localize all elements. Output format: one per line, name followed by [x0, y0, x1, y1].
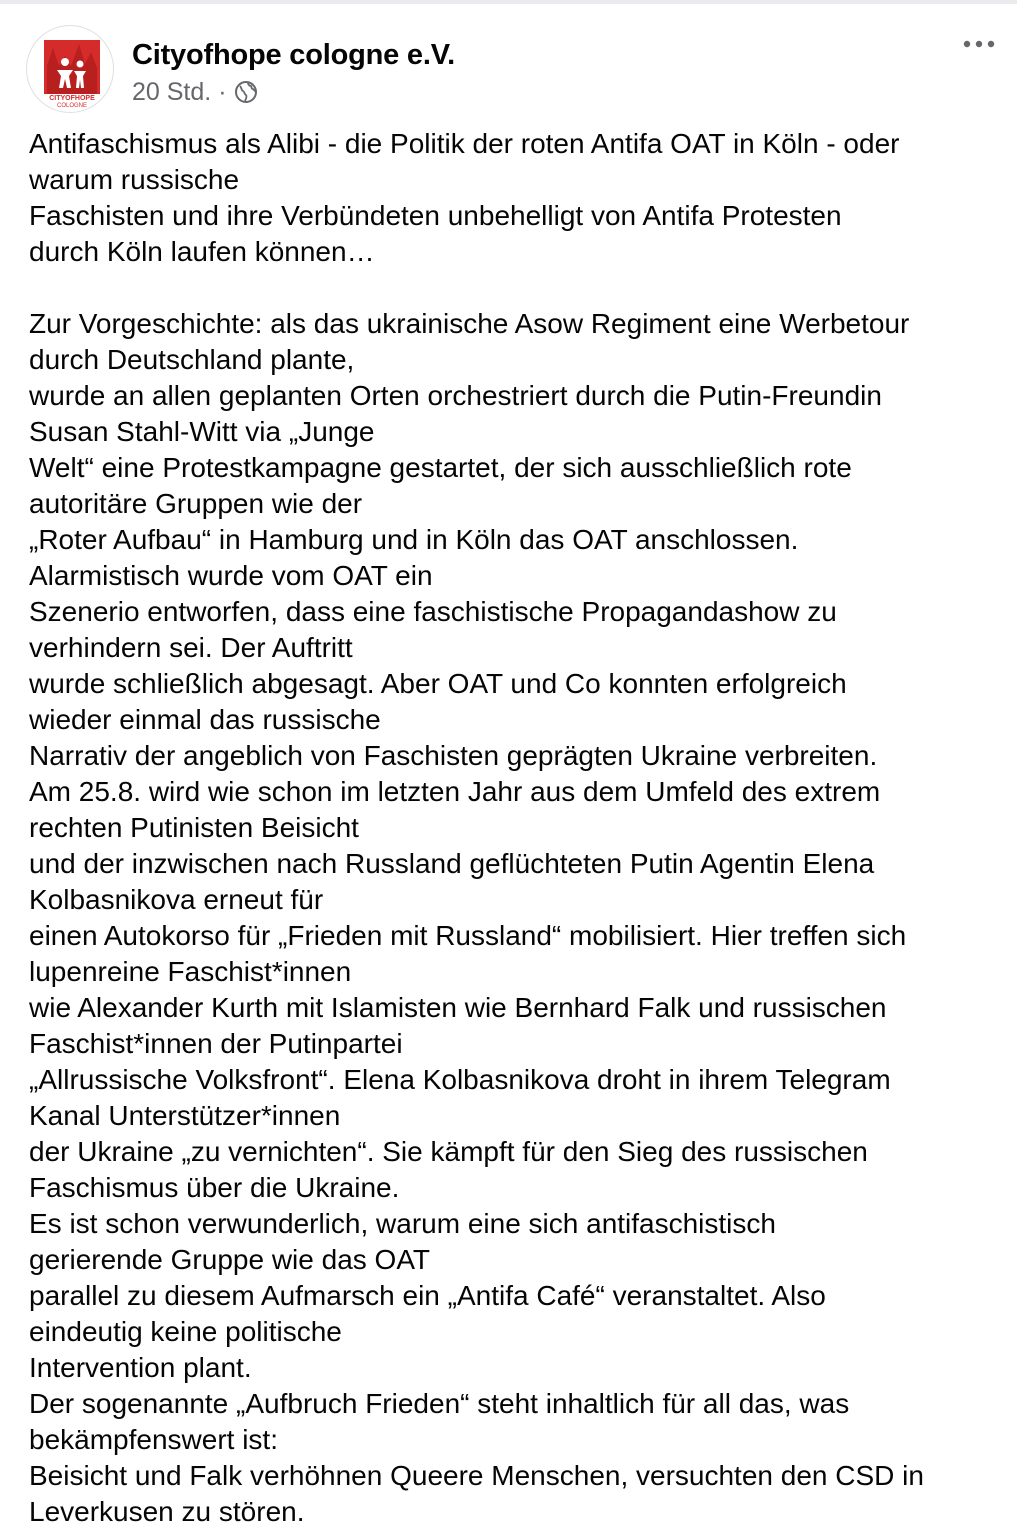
post-body-line: „Roter Aufbau“ in Hamburg und in Köln das OAT anschlossen. — [29, 524, 799, 555]
more-horizontal-icon[interactable] — [962, 37, 996, 51]
post-body-line — [29, 270, 1009, 306]
cityofhope-logo-icon — [27, 26, 113, 112]
post-body-line: Faschisten und ihre Verbündeten unbehelligt von Antifa Protesten — [29, 200, 842, 231]
post-body-line: Kolbasnikova erneut für — [29, 884, 324, 915]
post-body-line: parallel zu diesem Aufmarsch ein „Antifa Café“ veranstaltet. Also — [29, 1280, 826, 1311]
post-meta — [132, 77, 258, 107]
post-body-line: lupenreine Faschist*innen — [29, 956, 352, 987]
post-body-line: bekämpfenswert ist: — [29, 1424, 278, 1455]
post-body-line: rechten Putinisten Beisicht — [29, 812, 359, 843]
post-body-line: warum russische — [29, 164, 240, 195]
logo-text-line1: CITYOFHOPE — [49, 95, 95, 102]
post-body-line: Faschist*innen der Putinpartei — [29, 1028, 403, 1059]
post-body-line: einen Autokorso für „Frieden mit Russland“ mobilisiert. Hier treffen sich — [29, 920, 907, 951]
post-body-line: „Allrussische Volksfront“. Elena Kolbasnikova droht in ihrem Telegram — [29, 1064, 891, 1095]
post-body-line: Zur Vorgeschichte: als das ukrainische Asow Regiment eine Werbetour — [29, 308, 910, 339]
top-divider — [0, 0, 1017, 4]
post-header — [26, 25, 996, 115]
post-body-line: durch Deutschland plante, — [29, 344, 355, 375]
post-body-line: gerierende Gruppe wie das OAT — [29, 1244, 431, 1275]
post-body-line: Alarmistisch wurde vom OAT ein — [29, 560, 433, 591]
post-body-line: durch Köln laufen können… — [29, 236, 375, 267]
post-body-line: Susan Stahl-Witt via „Junge — [29, 416, 375, 447]
post-body-line: Narrativ der angeblich von Faschisten geprägten Ukraine verbreiten. — [29, 740, 878, 771]
globe-icon[interactable] — [234, 80, 258, 104]
post-body-line: Szenerio entworfen, dass eine faschistische Propagandashow zu — [29, 596, 837, 627]
post-body-line: Welt“ eine Protestkampagne gestartet, der sich ausschließlich rote — [29, 452, 852, 483]
post-body-line: wieder einmal das russische — [29, 704, 381, 735]
post-body-line: Beisicht und Falk verhöhnen Queere Menschen, versuchten den CSD in — [29, 1460, 924, 1491]
post-body-line: wie Alexander Kurth mit Islamisten wie Bernhard Falk und russischen — [29, 992, 887, 1023]
post-body-line: der Ukraine „zu vernichten“. Sie kämpft für den Sieg des russischen — [29, 1136, 868, 1167]
post-body-line: verhindern sei. Der Auftritt — [29, 632, 353, 663]
post-body-line: Der sogenannte „Aufbruch Frieden“ steht inhaltlich für all das, was — [29, 1388, 850, 1419]
post-body-line: Es ist schon verwunderlich, warum eine sich antifaschistisch — [29, 1208, 776, 1239]
post-body-line: Am 25.8. wird wie schon im letzten Jahr aus dem Umfeld des extrem — [29, 776, 881, 807]
post-body-line: wurde schließlich abgesagt. Aber OAT und Co konnten erfolgreich — [29, 668, 847, 699]
post-body-line: Intervention plant. — [29, 1352, 252, 1383]
meta-separator: · — [218, 77, 227, 106]
page-avatar[interactable] — [26, 25, 114, 113]
post-body-line: wurde an allen geplanten Orten orchestriert durch die Putin-Freundin — [29, 380, 882, 411]
logo-text-line2: COLOGNE — [56, 103, 88, 109]
post-timestamp[interactable]: 20 Std. — [132, 77, 212, 106]
post-body-line: eindeutig keine politische — [29, 1316, 342, 1347]
post-body-line: und der inzwischen nach Russland geflüchteten Putin Agentin Elena — [29, 848, 875, 879]
post-body — [29, 126, 1009, 1530]
post-body-line: Antifaschismus als Alibi - die Politik der roten Antifa OAT in Köln - oder — [29, 128, 900, 159]
post-body-line: autoritäre Gruppen wie der — [29, 488, 363, 519]
post-body-line: Leverkusen zu stören. — [29, 1496, 305, 1527]
post-body-line: Faschismus über die Ukraine. — [29, 1172, 400, 1203]
page-name-link[interactable]: Cityofhope cologne e.V. — [132, 39, 456, 71]
post-body-line: Kanal Unterstützer*innen — [29, 1100, 341, 1131]
